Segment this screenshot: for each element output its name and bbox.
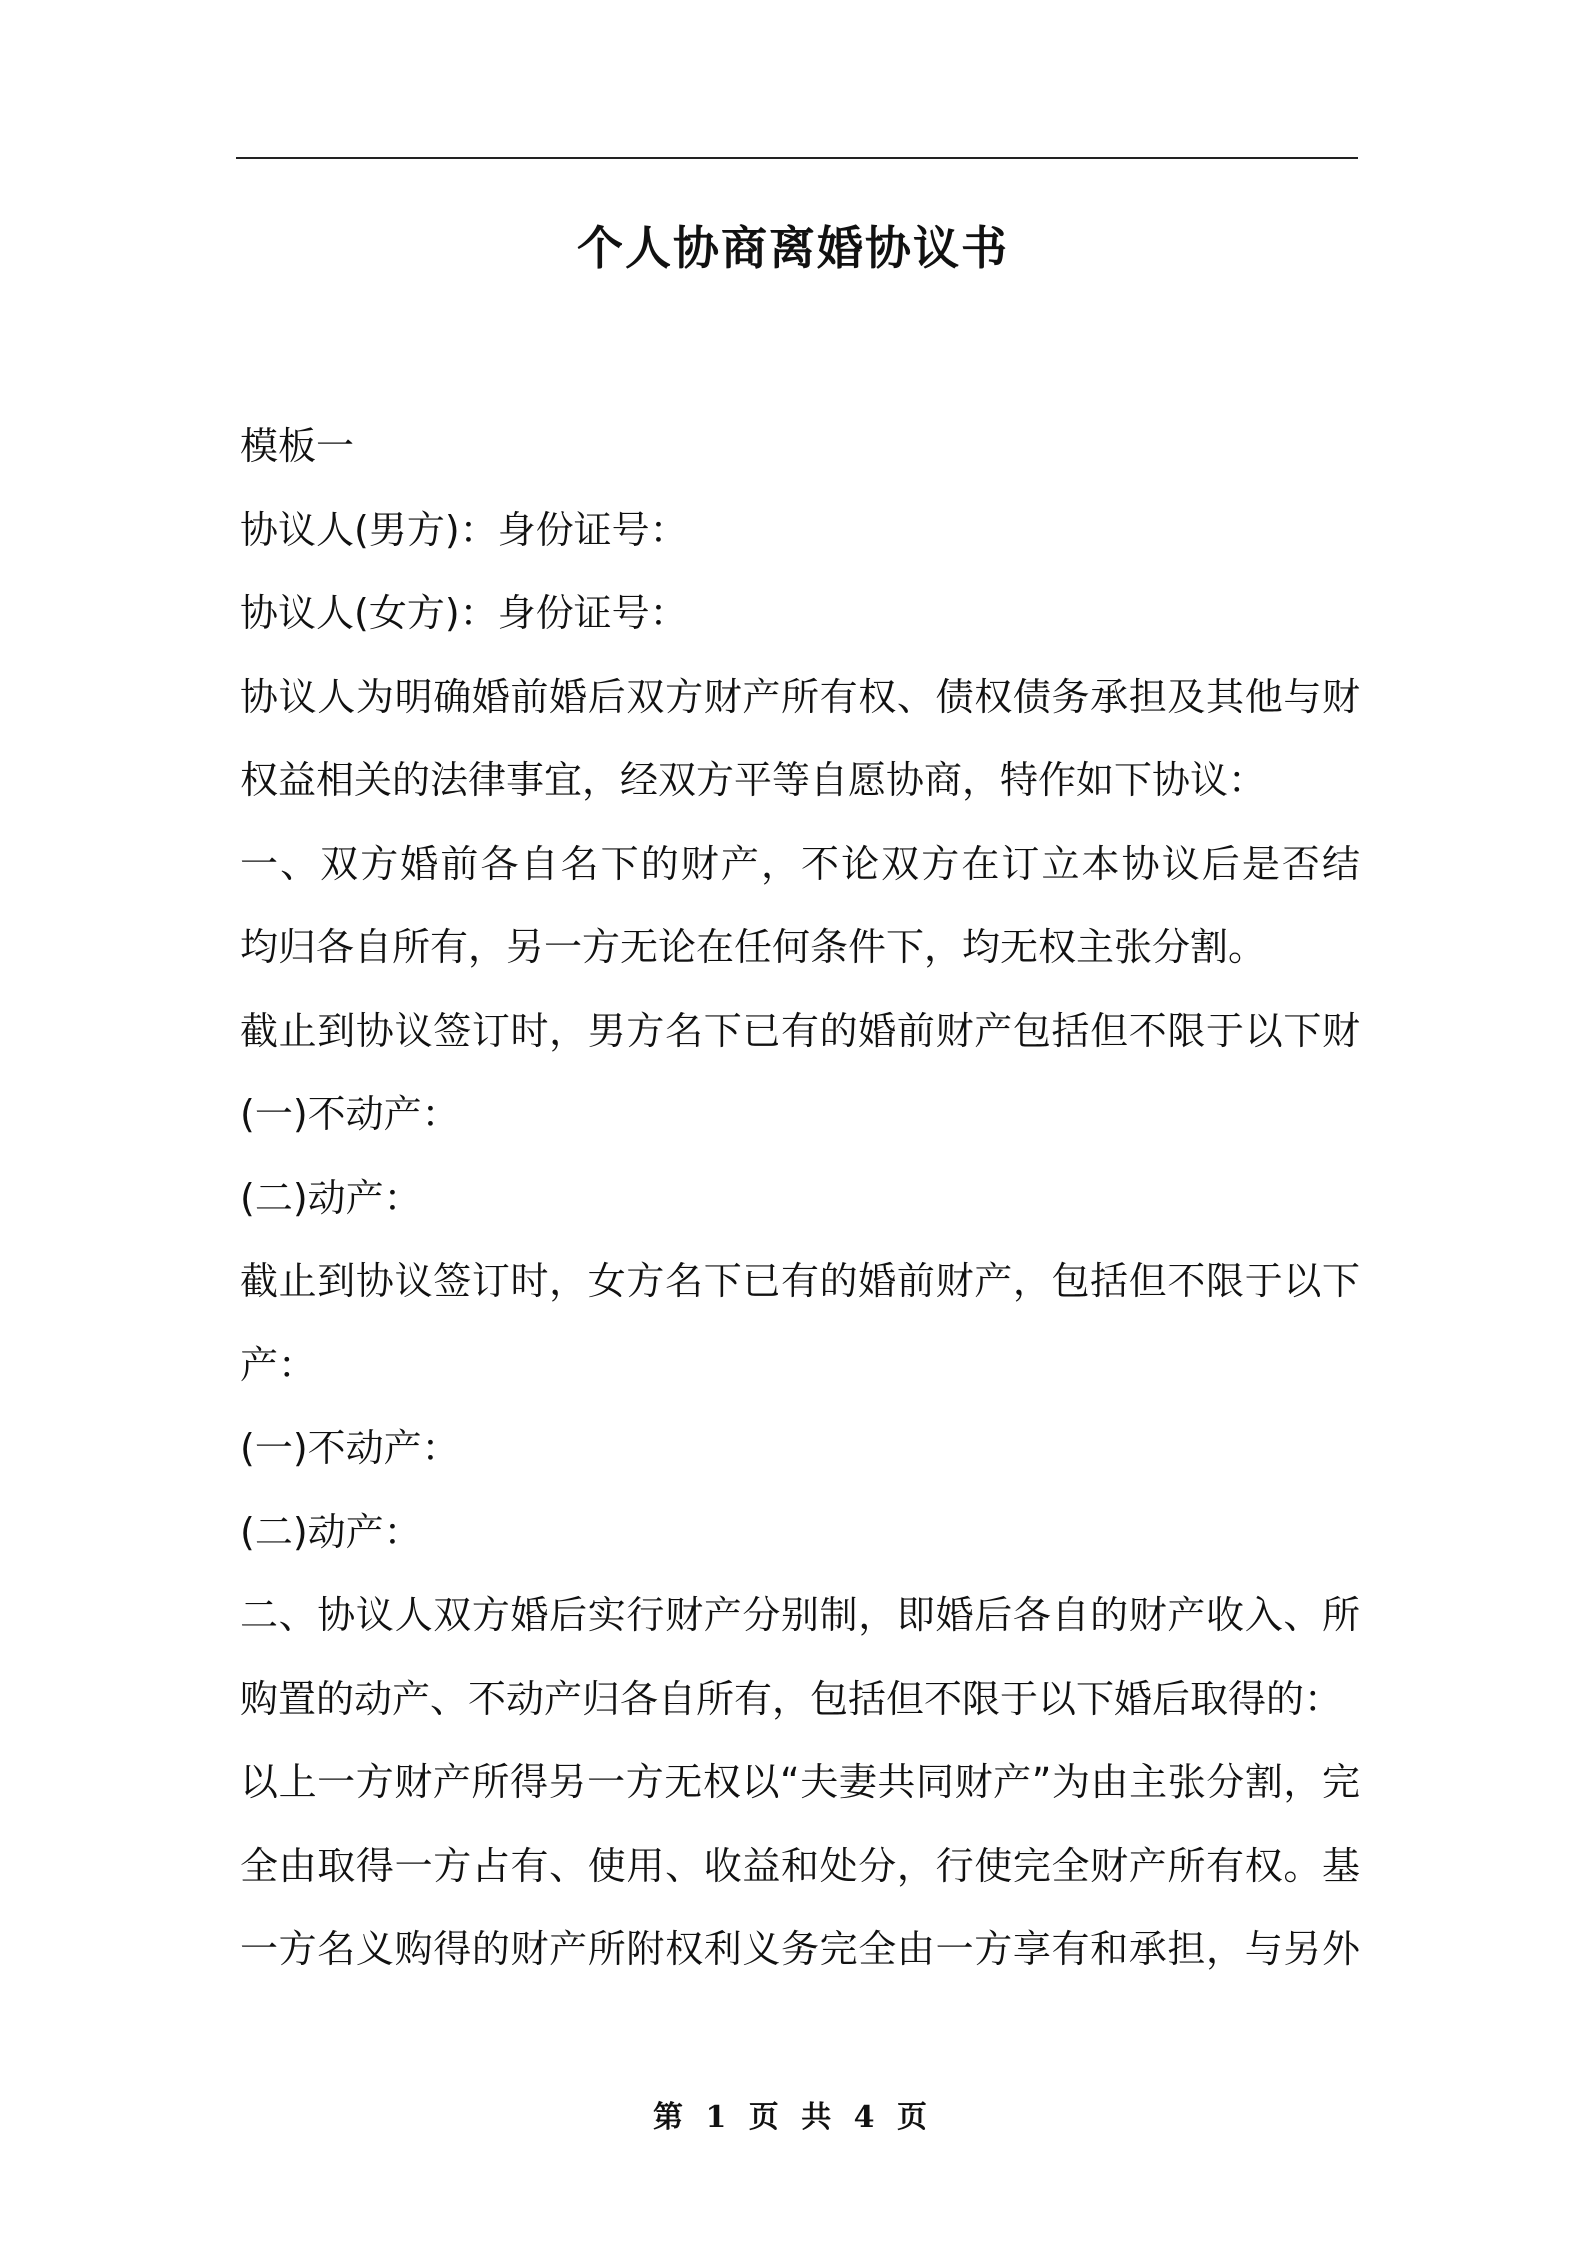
paragraph-line: 一方名义购得的财产所附权利义务完全由一方享有和承担，与另外 [240,1927,1360,1971]
paragraph-line: 截止到协议签订时，女方名下已有的婚前财产，包括但不限于以下 [240,1259,1360,1303]
paragraph-line: 权益相关的法律事宜，经双方平等自愿协商，特作如下协议： [240,758,1267,802]
document-title: 个人协商离婚协议书 [577,221,1009,275]
list-item-real-estate: (一)不动产： [240,1092,460,1136]
paragraph-line: 均归各自所有，另一方无论在任何条件下，均无权主张分割。 [240,925,1267,969]
paragraph-line: 全由取得一方占有、使用、收益和处分，行使完全财产所有权。基 [240,1843,1360,1888]
paragraph-line: 以上一方财产所得另一方无权以“夫妻共同财产”为由主张分割，完 [240,1760,1360,1804]
paragraph-line: 协议人为明确婚前婚后双方财产所有权、债权债务承担及其他与财 [240,674,1360,719]
section-label: 模板一 [240,424,355,468]
list-item-movable-property: (二)动产： [240,1175,422,1220]
paragraph-line: 截止到协议签订时，男方名下已有的婚前财产包括但不限于以下财 [240,1008,1360,1053]
page-indicator: 第 1 页 共 4 页 [653,2100,933,2135]
paragraph-line: 一、双方婚前各自名下的财产，不论双方在订立本协议后是否结 [240,841,1360,886]
paragraph-line: 二、协议人双方婚后实行财产分别制，即婚后各自的财产收入、所 [240,1593,1360,1637]
paragraph-line: 购置的动产、不动产归各自所有，包括但不限于以下婚后取得的： [240,1676,1343,1721]
list-item-real-estate: (一)不动产： [240,1426,460,1470]
list-item-movable-property: (二)动产： [240,1509,422,1554]
document-body [240,405,1360,1992]
header-rule [236,157,1358,159]
paragraph-line: 产： [240,1342,317,1387]
party-male-line: 协议人(男方)：身份证号： [240,507,688,552]
party-female-line: 协议人(女方)：身份证号： [240,591,688,635]
